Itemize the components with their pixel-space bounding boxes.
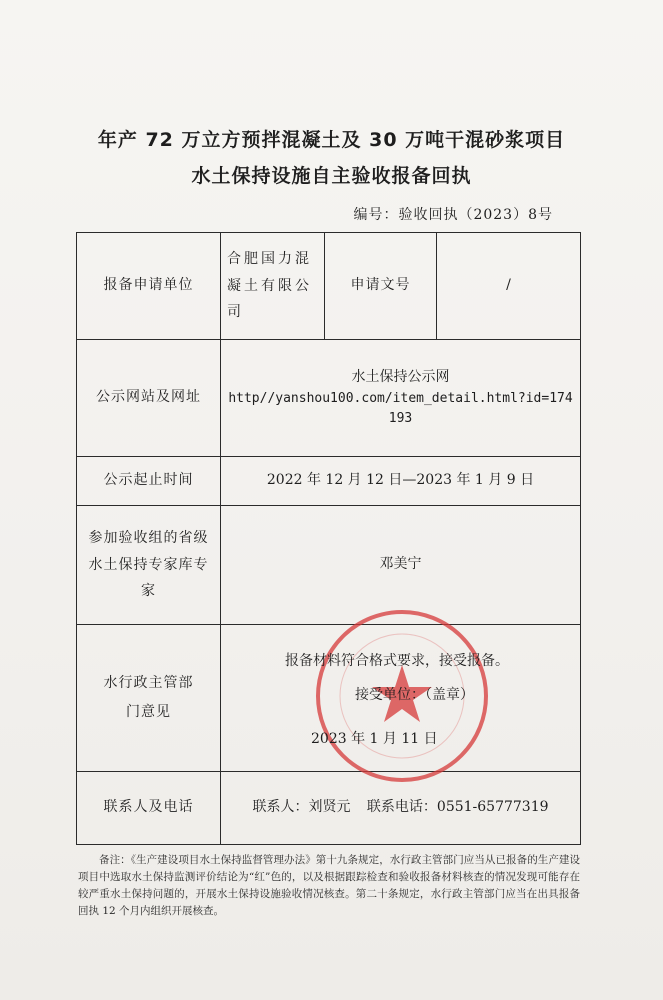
application-doc-label: 申请文号 <box>325 233 437 340</box>
site-name: 水土保持公示网 <box>351 369 450 386</box>
period-value: 2022 年 12 月 12 日—2023 年 1 月 9 日 <box>221 457 581 506</box>
site-url: http//yanshou100.com/item_detail.html?id=174193 <box>228 390 573 426</box>
site-label: 公示网站及网址 <box>77 340 221 457</box>
footnote: 备注：《生产建设项目水土保持监督管理办法》第十九条规定，水行政主管部门应当从已报备的生产建设项目中选取水土保持监测评价结论为“红”色的，以及根据跟踪检查和验收报备材料核查的情况发现可能存在较严重水土保持问题的，开展水土保持设施验收情况核查。第二十条规定，水行政主管部门应当在出具报备回执 12 个月内组织开展核查。 <box>78 854 580 917</box>
opinion-label: 水行政主管部门意见 <box>77 625 221 772</box>
table-row <box>77 233 581 340</box>
opinion-cell <box>221 625 581 772</box>
period-label: 公示起止时间 <box>77 457 221 506</box>
applicant-label: 报备申请单位 <box>77 233 221 340</box>
table-row <box>77 340 581 457</box>
expert-label: 参加验收组的省级水土保持专家库专家 <box>77 506 221 625</box>
applicant-value: 合肥国力混凝土有限公司 <box>221 233 325 340</box>
contact-label: 联系人及电话 <box>77 772 221 845</box>
contact-person: 联系人：刘贤元 <box>252 799 351 816</box>
document-title-line2: 水土保持设施自主验收报备回执 <box>191 165 472 187</box>
receiver-unit: 接受单位：（盖章） <box>355 687 474 703</box>
receipt-form-table <box>76 232 581 845</box>
application-doc-value: / <box>437 233 581 340</box>
site-cell <box>221 340 581 457</box>
opinion-text: 报备材料符合格式要求，接受报备。 <box>285 653 509 669</box>
document-title-line1: 年产 72 万立方预拌混凝土及 30 万吨干混砂浆项目 <box>97 129 566 151</box>
expert-value: 邓美宁 <box>221 506 581 625</box>
table-row <box>77 457 581 506</box>
opinion-date: 2023 年 1 月 11 日 <box>311 731 438 747</box>
contact-phone: 联系电话：0551-65777319 <box>366 799 549 816</box>
document-number: 编号：验收回执（2023）8号 <box>353 207 553 223</box>
table-row <box>77 625 581 772</box>
